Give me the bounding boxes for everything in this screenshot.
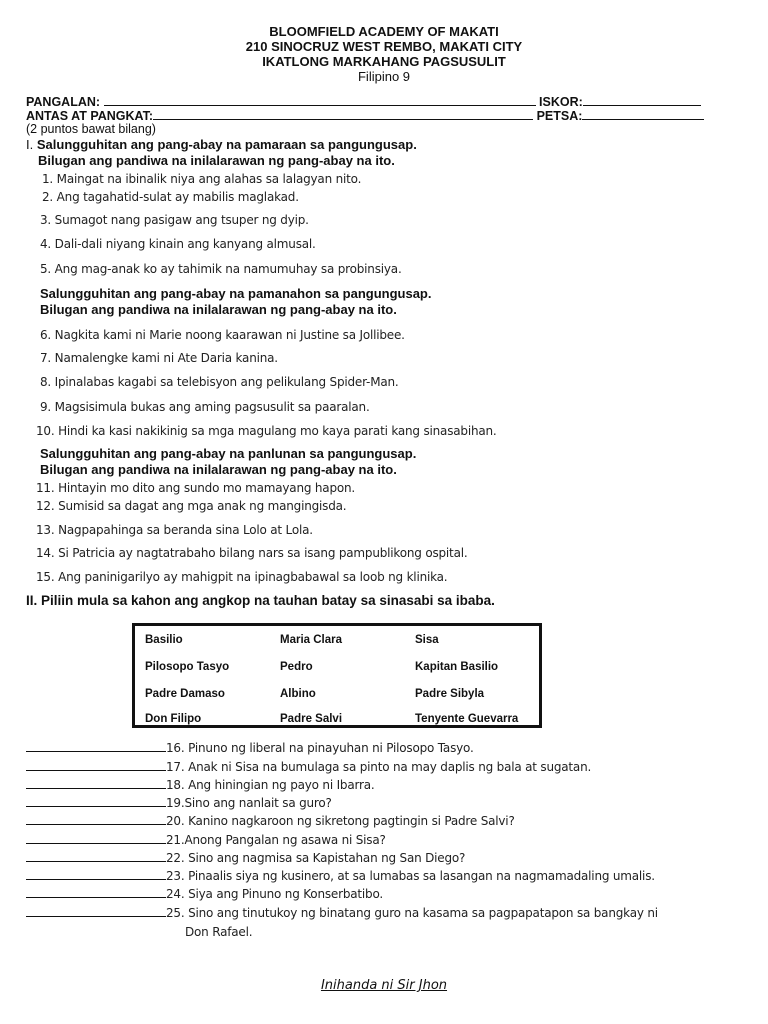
answer-blank[interactable] bbox=[26, 869, 166, 880]
exam-header bbox=[0, 24, 768, 84]
character-box bbox=[132, 623, 542, 728]
character-padre-damaso: Padre Damaso bbox=[145, 688, 225, 700]
question-21: 21.Anong Pangalan ng asawa ni Sisa? bbox=[26, 833, 386, 847]
date-field[interactable] bbox=[582, 108, 704, 120]
question-18: 18. Ang hiningian ng payo ni Ibarra. bbox=[26, 778, 375, 792]
item-13: 13. Nagpapahinga sa beranda sina Lolo at Lola. bbox=[36, 523, 313, 537]
question-20: 20. Kanino nagkaroon ng sikretong pagtingin si Padre Salvi? bbox=[26, 814, 515, 828]
item-2: 2. Ang tagahatid-sulat ay mabilis maglakad. bbox=[42, 190, 299, 204]
score-field[interactable] bbox=[583, 94, 701, 106]
question-25: 25. Sino ang tinutukoy ng binatang guro na kasama sa pagpapatapon sa bangkay ni bbox=[26, 906, 658, 920]
name-label: PANGALAN: bbox=[26, 95, 101, 109]
character-pilosopo-tasyo: Pilosopo Tasyo bbox=[145, 661, 230, 673]
item-3: 3. Sumagot nang pasigaw ang tsuper ng dyip. bbox=[40, 213, 309, 227]
question-23: 23. Pinaalis siya ng kusinero, at sa lumabas sa lasangan na nagmamadaling umalis. bbox=[26, 869, 655, 883]
score-label: ISKOR: bbox=[539, 95, 583, 109]
school-name: BLOOMFIELD ACADEMY OF MAKATI bbox=[269, 24, 499, 39]
answer-blank[interactable] bbox=[26, 814, 166, 825]
answer-blank[interactable] bbox=[26, 851, 166, 862]
part1-b-line2: Bilugan ang pandiwa na inilalarawan ng pang-abay na ito. bbox=[40, 302, 397, 317]
item-1: 1. Maingat na ibinalik niya ang alahas sa lalagyan nito. bbox=[42, 172, 362, 186]
answer-blank[interactable] bbox=[26, 796, 166, 807]
part1-c-line2: Bilugan ang pandiwa na inilalarawan ng pang-abay na ito. bbox=[40, 462, 397, 477]
character-pedro: Pedro bbox=[280, 661, 313, 673]
school-address: 210 SINOCRUZ WEST REMBO, MAKATI CITY bbox=[245, 39, 523, 54]
item-14: 14. Si Patricia ay nagtatrabaho bilang nars sa isang pampublikong ospital. bbox=[36, 546, 468, 560]
question-19: 19.Sino ang nanlait sa guro? bbox=[26, 796, 332, 810]
item-5: 5. Ang mag-anak ko ay tahimik na namumuhay sa probinsiya. bbox=[40, 262, 402, 276]
answer-blank[interactable] bbox=[26, 760, 166, 771]
name-field[interactable] bbox=[104, 94, 536, 106]
part1-a-line2: Bilugan ang pandiwa na inilalarawan ng pang-abay na ito. bbox=[38, 153, 395, 168]
character-don-filipo: Don Filipo bbox=[145, 713, 202, 725]
item-11: 11. Hintayin mo dito ang sundo mo mamayang hapon. bbox=[36, 481, 356, 495]
item-10: 10. Hindi ka kasi nakikinig sa mga magulang mo kaya parati kang sinasabihan. bbox=[36, 424, 497, 438]
character-tenyente-guevarra: Tenyente Guevarra bbox=[415, 713, 519, 725]
item-8: 8. Ipinalabas kagabi sa telebisyon ang pelikulang Spider-Man. bbox=[40, 375, 399, 389]
grade-field[interactable] bbox=[153, 108, 533, 120]
character-sisa: Sisa bbox=[415, 634, 439, 646]
character-kapitan-basilio: Kapitan Basilio bbox=[415, 661, 499, 673]
part1-roman: I. bbox=[26, 137, 34, 152]
item-9: 9. Magsisimula bukas ang aming pagsusulit sa paaralan. bbox=[40, 400, 370, 414]
item-12: 12. Sumisid sa dagat ang mga anak ng mangingisda. bbox=[36, 499, 347, 513]
part1-instruction-a1 bbox=[26, 137, 417, 153]
character-albino: Albino bbox=[280, 688, 316, 700]
points-note: (2 puntos bawat bilang) bbox=[26, 122, 156, 136]
answer-blank[interactable] bbox=[26, 778, 166, 789]
exam-title: IKATLONG MARKAHANG PAGSUSULIT bbox=[262, 54, 506, 69]
character-maria-clara: Maria Clara bbox=[280, 634, 343, 646]
prepared-by: Inihanda ni Sir Jhon bbox=[320, 978, 448, 993]
answer-blank[interactable] bbox=[26, 741, 166, 752]
item-15: 15. Ang paninigarilyo ay mahigpit na ipinagbabawal sa loob ng klinika. bbox=[36, 570, 448, 584]
character-padre-sibyla: Padre Sibyla bbox=[415, 688, 485, 700]
answer-blank[interactable] bbox=[26, 833, 166, 844]
name-score-row bbox=[26, 94, 701, 109]
subject-title: Filipino 9 bbox=[357, 69, 411, 84]
part1-c-line1: Salungguhitan ang pang-abay na panlunan sa pangungusap. bbox=[40, 446, 417, 461]
item-6: 6. Nagkita kami ni Marie noong kaarawan ni Justine sa Jollibee. bbox=[40, 328, 405, 342]
question-16: 16. Pinuno ng liberal na pinayuhan ni Pilosopo Tasyo. bbox=[26, 741, 474, 755]
character-basilio: Basilio bbox=[145, 634, 183, 646]
item-7: 7. Namalengke kami ni Ate Daria kanina. bbox=[40, 351, 278, 365]
date-label: PETSA: bbox=[536, 109, 583, 123]
part2-instruction: II. Piliin mula sa kahon ang angkop na tauhan batay sa sinasabi sa ibaba. bbox=[26, 593, 495, 608]
question-25-continued: Don Rafael. bbox=[185, 925, 253, 939]
question-17: 17. Anak ni Sisa na bumulaga sa pinto na may daplis ng bala at sugatan. bbox=[26, 760, 591, 774]
item-4: 4. Dali-dali niyang kinain ang kanyang almusal. bbox=[40, 237, 316, 251]
grade-date-row bbox=[26, 108, 704, 123]
answer-blank[interactable] bbox=[26, 906, 166, 917]
answer-blank[interactable] bbox=[26, 887, 166, 898]
part1-b-line1: Salungguhitan ang pang-abay na pamanahon sa pangungusap. bbox=[40, 286, 432, 301]
part1-a-line1: Salungguhitan ang pang-abay na pamaraan sa pangungusap. bbox=[36, 137, 417, 152]
question-22: 22. Sino ang nagmisa sa Kapistahan ng San Diego? bbox=[26, 851, 465, 865]
character-padre-salvi: Padre Salvi bbox=[280, 713, 343, 725]
grade-label: ANTAS AT PANGKAT: bbox=[26, 109, 154, 123]
question-24: 24. Siya ang Pinuno ng Konserbatibo. bbox=[26, 887, 383, 901]
